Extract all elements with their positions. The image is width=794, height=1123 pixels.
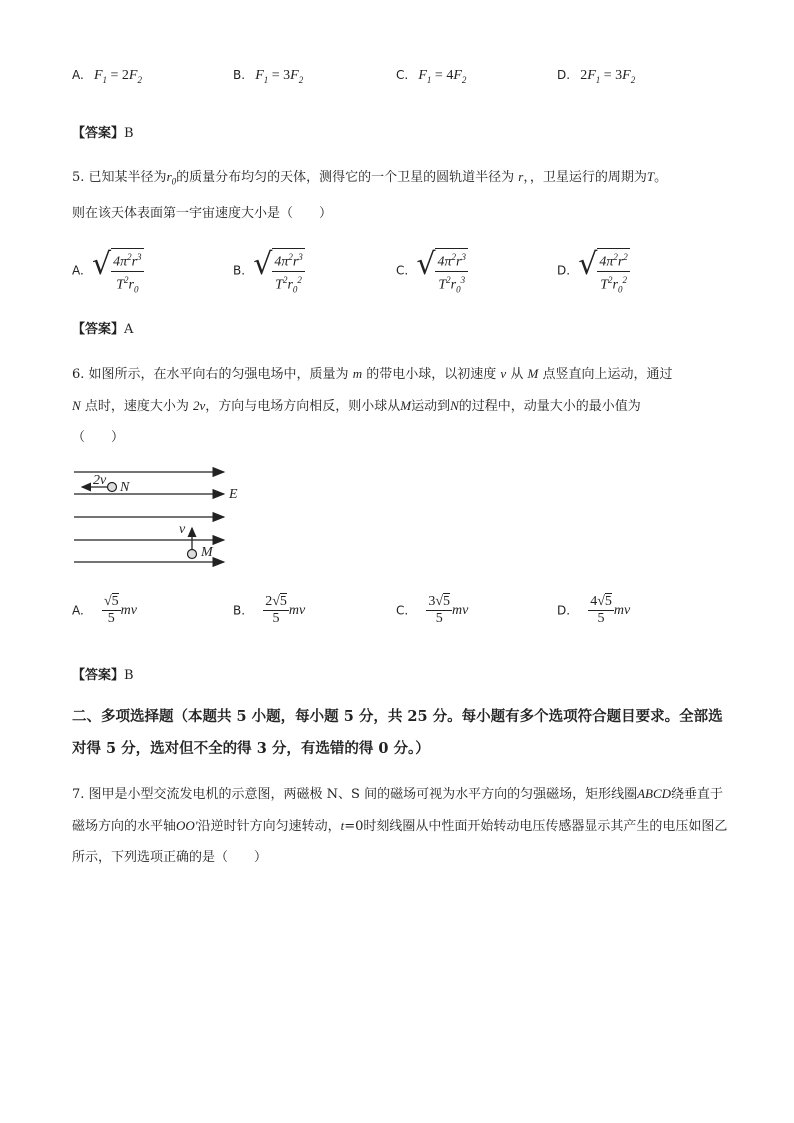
q5-stem: 5. 已知某半径为$r_0$的质量分布均匀的天体，测得它的一个卫星的圆轨道半径为 r，，卫星运行的周期为T。 则在该天体表面第一宇宙速度大小是（ ） xyxy=(72,169,668,221)
q6-option-d[interactable]: D. $\frac{4√5}{5}$ mv xyxy=(557,594,631,626)
ball-m xyxy=(188,550,197,559)
section-heading: 二、多项选择题（本题共 5 小题，每小题 5 分，共 25 分。每小题有多个选项符合题目要求。全部选对得 5 分，选对但不全的得 3 分，有选错的得 0 分。） xyxy=(72,708,723,757)
q4-option-c[interactable]: C. $F_1 = 4F_2$ xyxy=(396,68,467,85)
q6-stem: 6. 如图所示，在水平向右的匀强电场中，质量为 m 的带电小球，以初速度 v 从 M 点竖直向上运动，通过 N 点时，速度大小为 2v，方向与电场方向相反，则小球从M运动到N的过程中，动量大小的最小值为 （ ） xyxy=(72,366,673,445)
ball-n xyxy=(108,483,117,492)
q4-option-b[interactable]: B. $F_1 = 3F_2$ xyxy=(233,68,304,85)
label-e: E xyxy=(229,487,238,502)
q5-option-d[interactable]: D. √ $\frac{4\pi^2r^2}{T^2r_0^2}$ xyxy=(557,244,630,297)
q5-option-b[interactable]: B. √ $\frac{4\pi^2r^3}{T^2r_0^2}$ xyxy=(233,244,305,297)
q4-option-d[interactable]: D. $2F_1 = 3F_2$ xyxy=(557,68,636,85)
q6-option-b[interactable]: B. $\frac{2√5}{5}$ mv xyxy=(233,594,306,626)
q4-answer: 【答案】B xyxy=(72,126,134,141)
label-n: N xyxy=(120,480,130,495)
label-2v: 2v xyxy=(93,473,107,488)
label-v: v xyxy=(179,522,186,537)
q6-option-c[interactable]: C. $\frac{3√5}{5}$ mv xyxy=(396,594,469,626)
q4-option-a[interactable]: A. $F_1 = 2F_2$ xyxy=(72,68,142,85)
q5-answer: 【答案】A xyxy=(72,322,134,337)
q5-option-a[interactable]: A. √ $\frac{4\pi^2r^3}{T^2r_0}$ xyxy=(72,244,144,297)
label-m: M xyxy=(201,545,213,560)
q6-option-a[interactable]: A. $\frac{√5}{5}$ mv xyxy=(72,594,137,626)
q6-answer: 【答案】B xyxy=(72,668,134,683)
q6-field-diagram xyxy=(60,460,260,575)
q7-stem: 7. 图甲是小型交流发电机的示意图，两磁极 N、S 间的磁场可视为水平方向的匀强磁场，矩形线圈ABCD绕垂直于磁场方向的水平轴OO'沿逆时针方向匀速转动，t=0时刻线圈从中性面开始转动电压传感器显示其产生的电压如图乙所示，下列选项正确的是（ ） xyxy=(72,786,728,865)
q5-option-c[interactable]: C. √ $\frac{4\pi^2r^3}{T^2r_0^3}$ xyxy=(396,244,468,297)
